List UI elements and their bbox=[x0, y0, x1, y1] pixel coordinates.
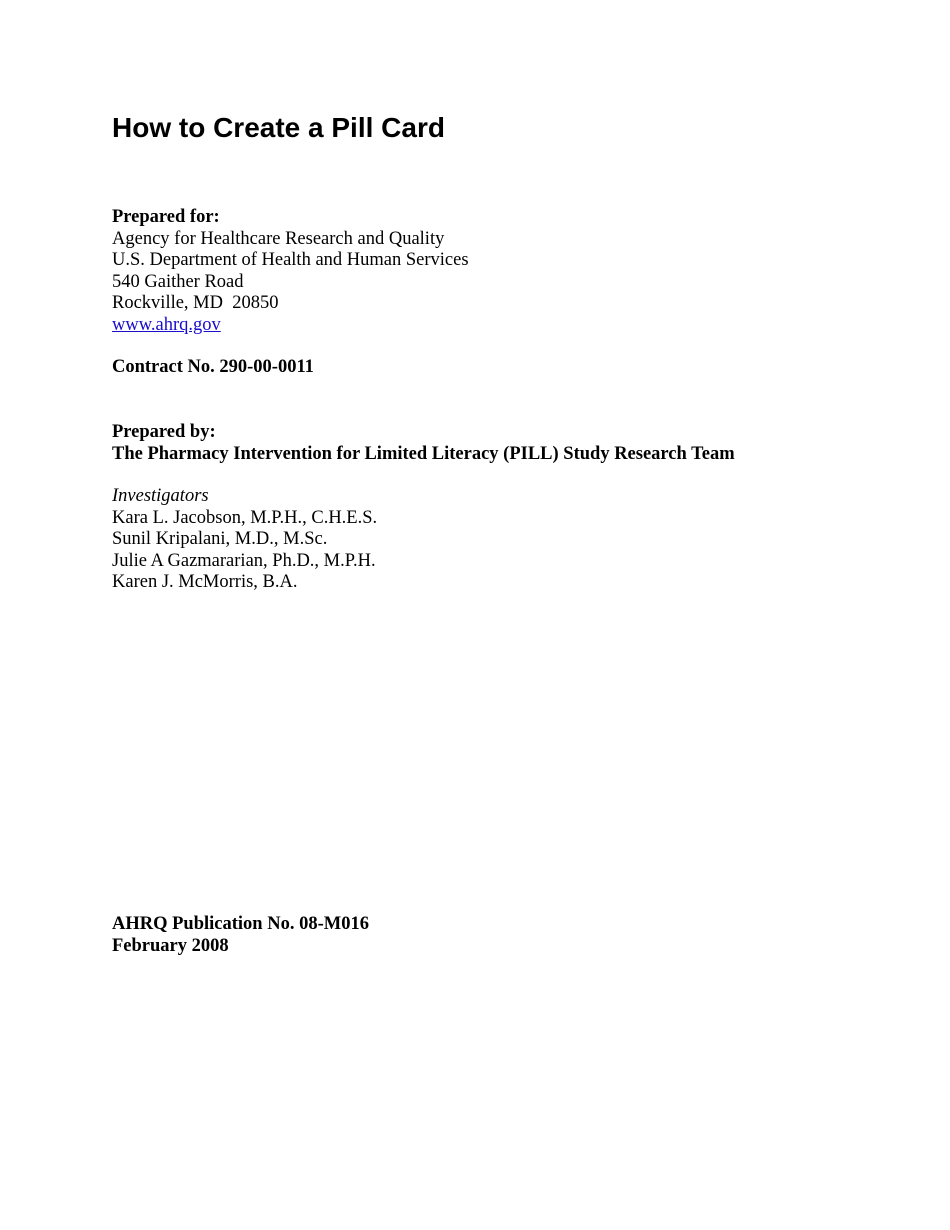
investigator-name: Karen J. McMorris, B.A. bbox=[112, 572, 298, 593]
city-state-zip: Rockville, MD 20850 bbox=[112, 293, 279, 314]
publication-number: AHRQ Publication No. 08-M016 bbox=[112, 914, 369, 934]
investigators-section bbox=[112, 486, 377, 594]
prepared-for-section bbox=[112, 207, 469, 337]
investigator-name: Julie A Gazmararian, Ph.D., M.P.H. bbox=[112, 550, 376, 571]
investigator-name: Kara L. Jacobson, M.P.H., C.H.E.S. bbox=[112, 507, 378, 528]
prepared-by-heading: Prepared by: bbox=[112, 422, 216, 442]
ahrq-website-link[interactable]: www.ahrq.gov bbox=[112, 314, 221, 335]
publication-info bbox=[112, 914, 369, 957]
contract-number: Contract No. 290-00-0011 bbox=[112, 357, 314, 377]
prepared-for-heading: Prepared for: bbox=[112, 207, 220, 227]
research-team-name: The Pharmacy Intervention for Limited Literacy (PILL) Study Research Team bbox=[112, 443, 735, 464]
street-address: 540 Gaither Road bbox=[112, 271, 244, 292]
prepared-by-section bbox=[112, 422, 735, 465]
agency-name: Agency for Healthcare Research and Quality bbox=[112, 228, 445, 249]
department-name: U.S. Department of Health and Human Services bbox=[112, 250, 469, 271]
publication-date: February 2008 bbox=[112, 935, 229, 956]
page-title: How to Create a Pill Card bbox=[112, 112, 445, 143]
investigators-heading: Investigators bbox=[112, 486, 209, 506]
investigator-name: Sunil Kripalani, M.D., M.Sc. bbox=[112, 529, 328, 550]
